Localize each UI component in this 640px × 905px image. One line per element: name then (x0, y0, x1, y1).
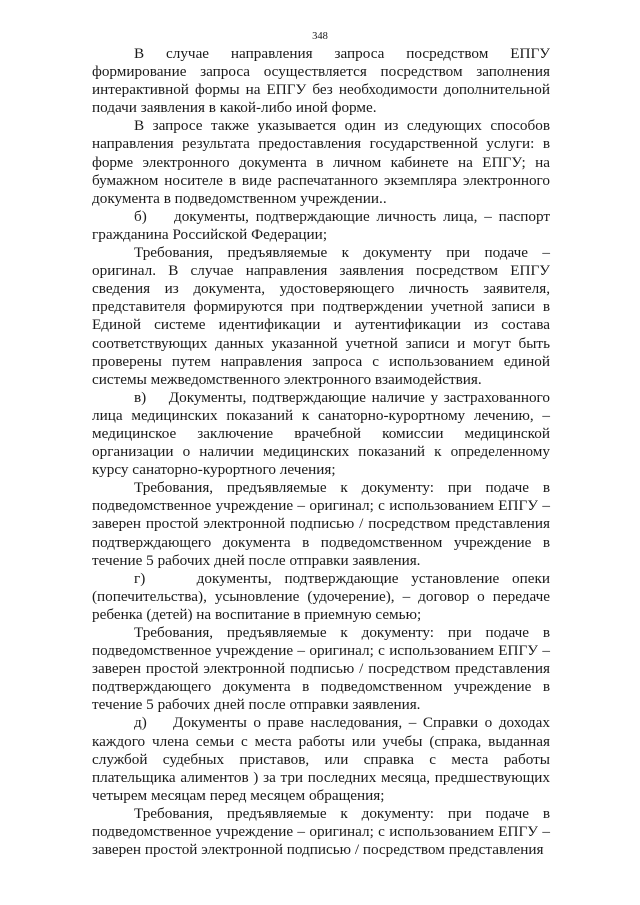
paragraph-epgu-request: В случае направления запроса посредством ЕПГУ формирование запроса осуществляется посредством заполнения интерактивной формы на ЕПГУ без необходимости дополнительной подачи заявления в какой-либо иной форме. (92, 45, 550, 117)
page-number: 348 (312, 31, 328, 42)
paragraph-item-g: г) документы, подтверждающие установление опеки (попечительства), усыновление (удочерение), – договор о передаче ребенка (детей) на воспитание в приемную семью; (92, 569, 550, 623)
paragraph-item-d: д) Документы о праве наследования, – Справки о доходах каждого члена семьи с места работы или учебы (спрака, выданная службой судебных приставов, или справка с места работы плательщика алиментов ) за три последних месяца, предшествующих четырем месяцам перед месяцем обращения; (92, 714, 550, 804)
paragraph-item-v-requirements: Требования, предъявляемые к документу: при подаче в подведомственное учреждение – оригинал; с использованием ЕПГУ – заверен простой электронной подписью / посредством представления подтверждающего документа в подведомственном учреждение в течение 5 рабочих дней после отправки заявления. (92, 479, 550, 569)
paragraph-item-b-requirements: Требования, предъявляемые к документу при подаче – оригинал. В случае направления заявления посредством ЕПГУ сведения из документа, удостоверяющего личность заявителя, представителя формируются при подтверждении учетной записи в Единой системе идентификации и аутентификации из состава соответствующих данных указанной учетной записи и могут быть проверены путем направления запроса с использованием единой системы межведомственного электронного взаимодействия. (92, 244, 550, 388)
paragraph-item-d-requirements: Требования, предъявляемые к документу: при подаче в подведомственное учреждение – оригинал; с использованием ЕПГУ – заверен простой электронной подписью / посредством представления (92, 804, 550, 859)
paragraph-item-b: б) документы, подтверждающие личность лица, – паспорт гражданина Российской Федерации; (92, 207, 550, 243)
paragraph-item-g-requirements: Требования, предъявляемые к документу: при подаче в подведомственное учреждение – оригинал; с использованием ЕПГУ – заверен простой электронной подписью / посредством представления подтверждающего документа в подведомственном учреждение в течение 5 рабочих дней после отправки заявления. (92, 624, 550, 714)
paragraph-item-v: в) Документы, подтверждающие наличие у застрахованного лица медицинских показаний к санаторно-курортному лечению, – медицинское заключение врачебной комиссии медицинской организации о наличии медицинских показаний к определенному курсу санаторно-курортного лечения; (92, 388, 550, 479)
paragraph-result-delivery: В запросе также указывается один из следующих способов направления результата предоставления государственной услуги: в форме электронного документа в личном кабинете на ЕПГУ; на бумажном носителе в виде распечатанного экземпляра электронного документа в подведомственном учреждении.. (92, 117, 550, 207)
document-body (92, 45, 550, 859)
